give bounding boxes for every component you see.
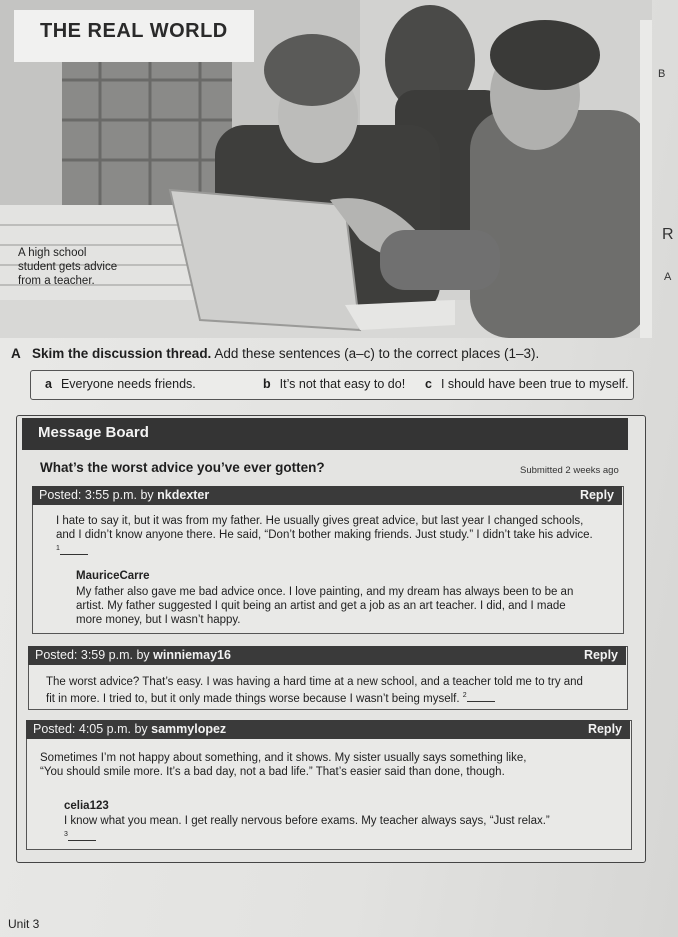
reply-link[interactable]: Reply	[583, 648, 618, 662]
photo-caption	[18, 246, 148, 288]
blank-number: 3	[64, 831, 68, 838]
exercise-instruction	[11, 346, 539, 361]
blank-number: 1	[56, 545, 60, 552]
post-body: I hate to say it, but it was from my father. He usually gives great advice, but last year I changed schools, and I didn’t know anyone there. He said, “Don’t bother making friends. Just study.” I didn’t take his advice. $^1$	[56, 514, 593, 559]
side-letter: A	[664, 271, 672, 283]
caption-line: A high school	[18, 247, 87, 259]
post-header	[32, 486, 622, 505]
option-b: b It’s not that easy to do!	[263, 377, 406, 391]
instruction-rest: Add these sentences (a–c) to the correct places (1–3).	[214, 346, 540, 361]
post-meta: Posted: 3:59 p.m. by winniemay16	[35, 648, 231, 662]
side-letter: R	[662, 226, 674, 243]
post-header	[26, 720, 630, 739]
post-meta: Posted: 4:05 p.m. by sammylopez	[33, 722, 227, 736]
comment-body: My father also gave me bad advice once. I love painting, and my dream has always been to be an artist. My father suggested I quit being an artist and get a job as an art teacher. I did, and I made more money, but I wasn’t happy.	[76, 586, 574, 626]
caption-line: student gets advice	[18, 261, 118, 273]
sentence-options-box	[30, 370, 634, 400]
comment-username: MauriceCarre	[76, 570, 150, 582]
post-header	[28, 646, 626, 665]
answer-blank-2[interactable]	[467, 692, 495, 702]
option-c: c I should have been true to myself.	[425, 377, 629, 391]
reply-link[interactable]: Reply	[587, 722, 622, 736]
post-body: The worst advice? That’s easy. I was having a hard time at a new school, and a teacher told me to try and fit in more. I tried to, but it only made things worse because I wasn’t being myself. $^2$	[46, 676, 583, 705]
comment-username: celia123	[64, 800, 109, 812]
blank-number: 2	[462, 692, 467, 699]
comment-body: I know what you mean. I get really nervous before exams. My teacher always says, “Just relax.” $^3$	[64, 814, 550, 845]
thread-question: What’s the worst advice you’ve ever gotten?	[40, 460, 325, 475]
side-letter: B	[658, 68, 666, 80]
exercise-letter: A	[11, 346, 21, 361]
page-title: THE REAL WORLD	[40, 20, 228, 42]
caption-line: from a teacher.	[18, 275, 95, 287]
instruction-bold: Skim the discussion thread.	[32, 346, 212, 361]
option-a: a Everyone needs friends.	[45, 377, 196, 391]
answer-blank-1[interactable]	[60, 545, 88, 555]
post-meta: Posted: 3:55 p.m. by nkdexter	[39, 488, 210, 502]
post-body: Sometimes I’m not happy about something, and it shows. My sister usually says something like, “You should smile more. It’s a bad day, not a bad life.” That’s easier said than done, though.	[40, 752, 527, 778]
submitted-time: Submitted 2 weeks ago	[520, 465, 619, 476]
board-title: Message Board	[38, 424, 149, 441]
unit-label: Unit 3	[8, 917, 40, 931]
reply-link[interactable]: Reply	[579, 488, 614, 502]
answer-blank-3[interactable]	[68, 831, 96, 841]
